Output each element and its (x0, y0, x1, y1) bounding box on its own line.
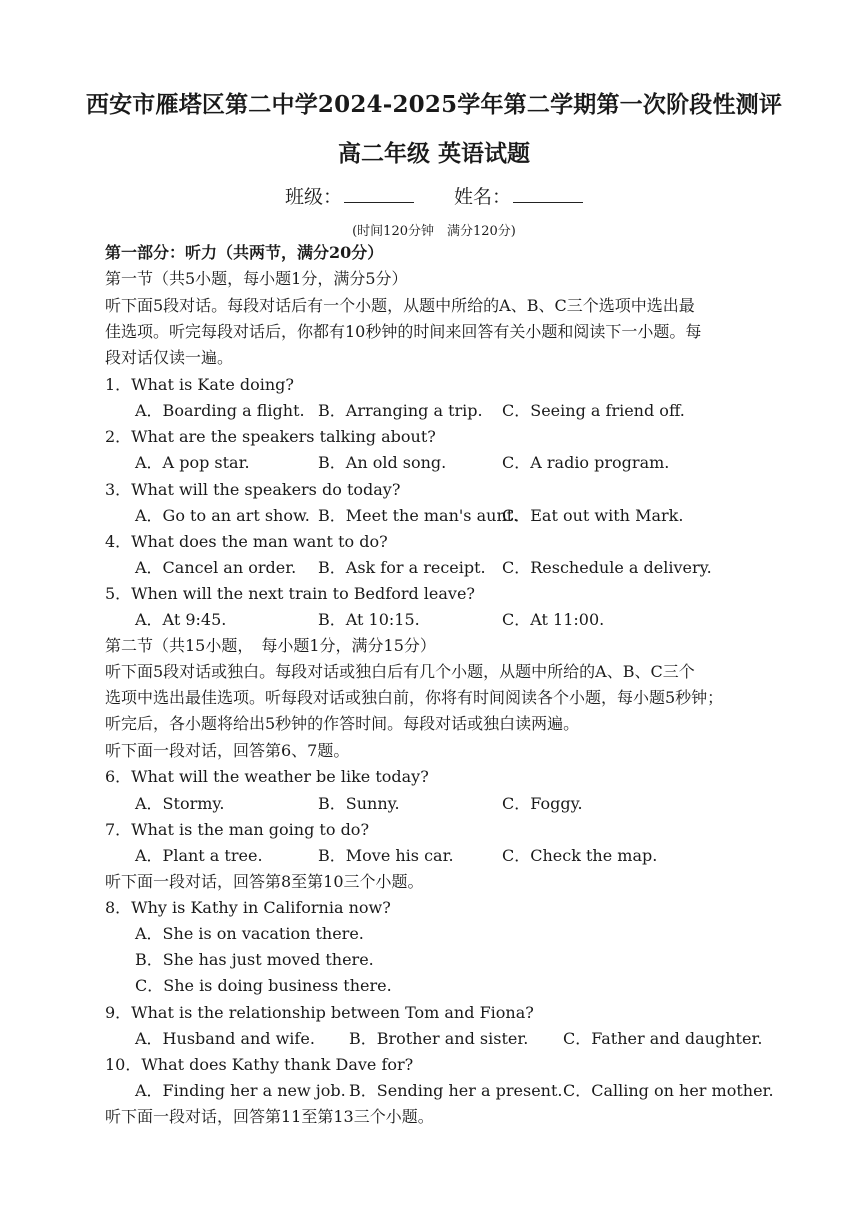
student-info-row (0, 182, 868, 209)
part1-heading: 第一部分：听力（共两节，满分20分） (105, 243, 384, 262)
option-b: B．Sending her a present. (349, 1081, 563, 1100)
section2-instructions-line: 听下面5段对话或独白。每段对话或独白后有几个小题，从题中所给的A、B、C三个 (105, 662, 695, 681)
listening-prompt: 听下面一段对话，回答第11至第13三个小题。 (105, 1107, 434, 1126)
option-c: C．Foggy. (502, 794, 583, 813)
option-c: C．Check the map. (502, 846, 658, 865)
section1-instructions-line: 段对话仅读一遍。 (105, 348, 234, 367)
section1-heading: 第一节（共5小题，每小题1分，满分5分） (105, 269, 408, 288)
question-stem: 10．What does Kathy thank Dave for? (105, 1055, 414, 1074)
option-b: B．At 10:15. (318, 610, 420, 629)
option-b: B．Move his car. (318, 846, 454, 865)
question-stem: 8．Why is Kathy in California now? (105, 898, 391, 917)
option-c: C．She is doing business there. (135, 976, 392, 995)
option-a: A．She is on vacation there. (135, 924, 364, 943)
option-b: B．Ask for a receipt. (318, 558, 486, 577)
question-stem: 3．What will the speakers do today? (105, 480, 401, 499)
option-b: B．Arranging a trip. (318, 401, 483, 420)
exam-title: 西安市雁塔区第二中学2024-2025学年第二学期第一次阶段性测评 (85, 91, 783, 118)
option-b: B．An old song. (318, 453, 447, 472)
option-b: B．Meet the man's aunt. (318, 506, 519, 525)
question-stem: 6．What will the weather be like today? (105, 767, 429, 786)
name-blank[interactable] (513, 184, 583, 203)
option-c: C．A radio program. (502, 453, 670, 472)
section2-instructions-line: 听完后，各小题将给出5秒钟的作答时间。每段对话或独白读两遍。 (105, 714, 580, 733)
option-a: A．Stormy. (135, 794, 225, 813)
time-note: (时间120分钟 满分120分) (352, 224, 516, 239)
question-stem: 7．What is the man going to do? (105, 820, 370, 839)
option-c: C．Reschedule a delivery. (502, 558, 712, 577)
question-stem: 9．What is the relationship between Tom and Fiona? (105, 1003, 534, 1022)
option-b: B．Brother and sister. (349, 1029, 529, 1048)
option-a: A．Husband and wife. (135, 1029, 315, 1048)
question-stem: 5．When will the next train to Bedford leave? (105, 584, 476, 603)
question-stem: 2．What are the speakers talking about? (105, 427, 436, 446)
section1-instructions-line: 佳选项。听完每段对话后，你都有10秒钟的时间来回答有关小题和阅读下一小题。每 (105, 322, 702, 341)
option-c: C．Eat out with Mark. (502, 506, 684, 525)
option-c: C．Calling on her mother. (563, 1081, 774, 1100)
option-c: C．Father and daughter. (563, 1029, 763, 1048)
option-b: B．She has just moved there. (135, 950, 374, 969)
class-label: 班级： (284, 186, 342, 208)
exam-subtitle: 高二年级 英语试题 (337, 140, 530, 167)
question-stem: 4．What does the man want to do? (105, 532, 388, 551)
option-c: C．At 11:00. (502, 610, 605, 629)
class-blank[interactable] (344, 184, 414, 203)
listening-prompt: 听下面一段对话，回答第6、7题。 (105, 741, 350, 760)
name-label: 姓名： (454, 186, 512, 208)
option-a: A．Boarding a flight. (135, 401, 305, 420)
option-a: A．At 9:45. (135, 610, 227, 629)
option-a: A．Cancel an order. (135, 558, 297, 577)
option-a: A．Go to an art show. (135, 506, 310, 525)
question-stem: 1．What is Kate doing? (105, 375, 294, 394)
option-a: A．Finding her a new job. (135, 1081, 346, 1100)
section2-heading: 第二节（共15小题， 每小题1分，满分15分） (105, 636, 436, 655)
option-a: A．Plant a tree. (135, 846, 263, 865)
section2-instructions-line: 选项中选出最佳选项。听每段对话或独白前，你将有时间阅读各个小题，每小题5秒钟； (105, 688, 724, 707)
option-c: C．Seeing a friend off. (502, 401, 685, 420)
section1-instructions-line: 听下面5段对话。每段对话后有一个小题，从题中所给的A、B、C三个选项中选出最 (105, 296, 695, 315)
option-b: B．Sunny. (318, 794, 400, 813)
option-a: A．A pop star. (135, 453, 250, 472)
listening-prompt: 听下面一段对话，回答第8至第10三个小题。 (105, 872, 424, 891)
